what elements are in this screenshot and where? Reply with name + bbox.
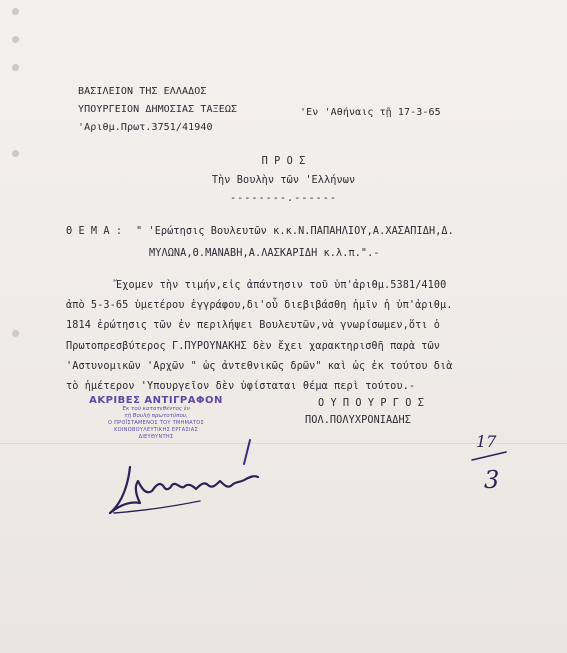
signatory-title: Ο Υ Π Ο Υ Ρ Γ Ο Σ (318, 398, 424, 409)
body-line-3: 1814 ἐρώτησις τῶν ἐν περιλήψει Βουλευτῶν,νὰ γνωρίσωμεν,ὅτι ὁ (66, 320, 441, 331)
subject-line-2: ΜΥΛΩΝΑ,Θ.ΜΑΝΑΒΗ,Α.ΛΑΣΚΑΡΙΔΗ κ.λ.π.".- (149, 248, 380, 259)
pros-heading: Π Ρ Ο Σ (261, 156, 306, 167)
handwritten-signature (100, 455, 270, 525)
header-ministry: ΥΠΟΥΡΓΕΙΟΝ ΔΗΜΟΣΙΑΣ ΤΑΞΕΩΣ (78, 104, 238, 115)
stamp-line-1: Ἐκ τοῦ κατατεθέντος ἐν (122, 406, 190, 412)
body-line-6: τὸ ἡμέτερον 'Υπουργεῖον δὲν ὑφίσταται θέμα περὶ τούτου.- (66, 381, 416, 392)
stamp-line-5: ΔΙΕΥΘΥΝΤΗΣ (138, 434, 174, 440)
annotation-fraction-top: 17 (476, 432, 497, 451)
certified-copy-stamp (86, 395, 226, 441)
addressee: Τὴν Βουλὴν τῶν 'Ελλήνων (211, 175, 356, 186)
punch-hole (12, 36, 19, 43)
stamp-line-3: Ο ΠΡΟΪΣΤΑΜΕΝΟΣ ΤΟΥ ΤΜΗΜΑΤΟΣ (108, 420, 204, 426)
subject-line-1: " 'Ερώτησις Βουλευτῶν κ.κ.Ν.ΠΑΠΑΗΛΙΟΥ,Α.ΧΑΣΑΠΙΔΗ,Δ. (136, 226, 454, 237)
punch-hole (12, 8, 19, 15)
body-line-5: 'Αστυνομικῶν 'Αρχῶν " ὡς ἀντεθνικῶς δρῶν" καὶ ὡς ἐκ τούτου διὰ (66, 361, 453, 372)
protocol-number: 'Αριθμ.Πρωτ.3751/41940 (78, 122, 213, 133)
annotation-fraction-bottom: 3 (484, 466, 500, 494)
body-line-1: Ἔχομεν τὴν τιμήν,εἰς ἀπάντησιν τοῦ ὑπ'ἀριθμ.5381/4100 (116, 280, 447, 291)
body-line-2: ἀπὸ 5-3-65 ὑμετέρου ἐγγράφου,δι'οὗ διεβιβάσθη ἡμῖν ἡ ὑπ'ἀριθμ. (66, 300, 453, 311)
stamp-line-2: τῇ Βουλῇ πρωτοτύπου, (124, 413, 188, 419)
signatory-name: ΠΟΛ.ΠΟΛΥΧΡΟΝΙΑΔΗΣ (305, 415, 411, 426)
fraction-bar-icon (470, 448, 510, 464)
body-line-4: Πρωτοπρεσβύτερος Γ.ΠΥΡΟΥΝΑΚΗΣ δὲν ἔχει χαρακτηρισθῆ παρὰ τῶν (66, 341, 441, 352)
stamp-line-4: ΚΟΙΝΟΒΟΥΛΕΥΤΙΚΗΣ ΕΡΓΑΣΙΑΣ (114, 427, 198, 433)
subject-label: Θ Ε Μ Α : (66, 226, 123, 237)
punch-hole (12, 64, 19, 71)
punch-hole (12, 330, 19, 337)
header-kingdom: ΒΑΣΙΛΕΙΟΝ ΤΗΣ ΕΛΛΑΔΟΣ (78, 86, 207, 97)
separator-rule: --------.------ (229, 193, 337, 204)
place-date: 'Εν 'Αθήναις τῇ 17-3-65 (300, 107, 441, 118)
stamp-title: ΑΚΡΙΒΕΣ ΑΝΤΙΓΡΑΦΟΝ (89, 395, 223, 406)
